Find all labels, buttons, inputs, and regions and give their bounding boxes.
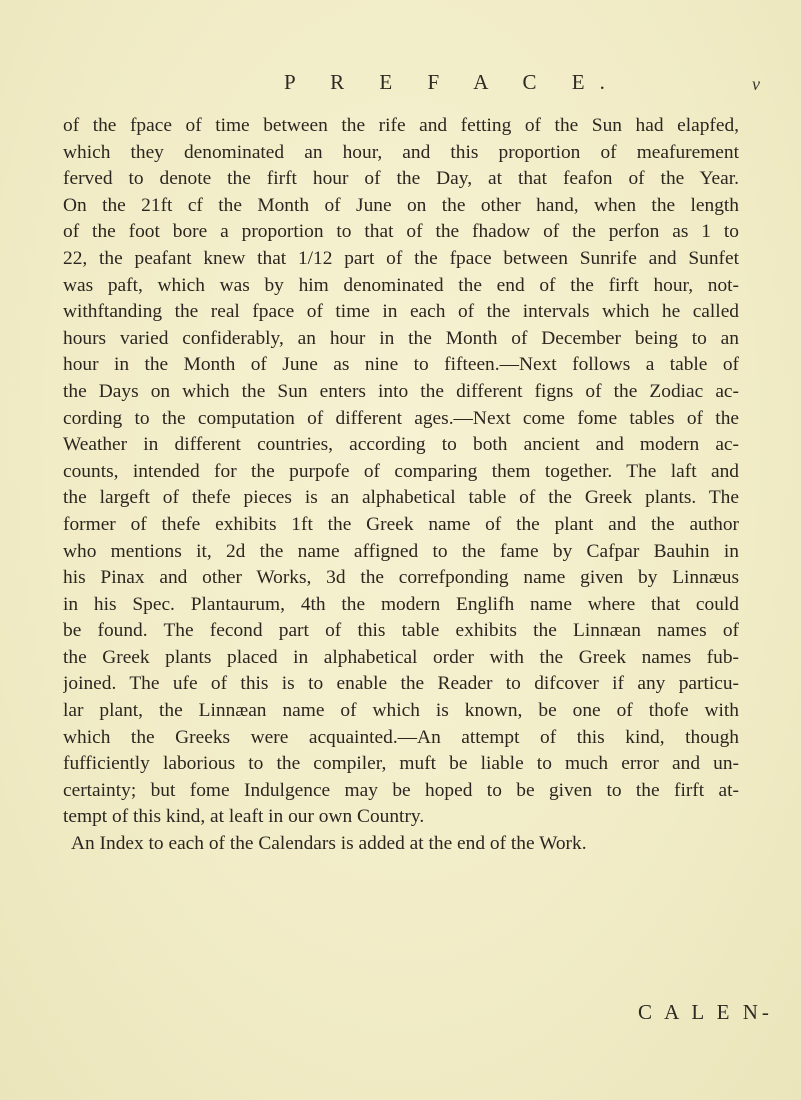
text-line: joined. The ufe of this is to enable the Reader to difcover if any particu- bbox=[63, 673, 739, 695]
text-line: lar plant, the Linnæan name of which is known, be one of thofe with bbox=[63, 700, 739, 722]
text-line: the Days on which the Sun enters into the different figns of the Zodiac ac- bbox=[63, 380, 739, 402]
text-line: former of thefe exhibits 1ft the Greek name of the plant and the author bbox=[63, 513, 739, 535]
text-line: be found. The fecond part of this table exhibits the Linnæan names of bbox=[63, 620, 739, 642]
text-line: the largeft of thefe pieces is an alphabetical table of the Greek plants. The bbox=[63, 487, 739, 509]
text-line: fufficiently laborious to the compiler, muft be liable to much error and un- bbox=[63, 753, 739, 775]
text-line: counts, intended for the purpofe of comparing them together. The laft and bbox=[63, 460, 739, 482]
text-line: tempt of this kind, at leaft in our own Country. bbox=[63, 806, 425, 828]
text-line: withftanding the real fpace of time in each of the intervals which he called bbox=[63, 301, 739, 323]
text-line: On the 21ft cf the Month of June on the other hand, when the length bbox=[63, 194, 739, 216]
running-head bbox=[0, 70, 801, 100]
text-line: who mentions it, 2d the name affigned to the fame by Cafpar Bauhin in bbox=[63, 540, 739, 562]
running-title: P R E F A C E. bbox=[284, 70, 620, 94]
text-line: cording to the computation of different ages.—Next come fome tables of the bbox=[63, 407, 739, 429]
text-line: of the foot bore a proportion to that of the fhadow of the perfon as 1 to bbox=[63, 221, 739, 243]
text-line: was paft, which was by him denominated the end of the firft hour, not- bbox=[63, 274, 739, 296]
text-line: in his Spec. Plantaurum, 4th the modern Englifh name where that could bbox=[63, 593, 739, 615]
page-number: v bbox=[752, 74, 760, 94]
text-line: certainty; but fome Indulgence may be hoped to be given to the firft at- bbox=[63, 779, 739, 801]
text-line: his Pinax and other Works, 3d the correfponding name given by Linnæus bbox=[63, 567, 739, 589]
text-line: ferved to denote the firft hour of the Day, at that feafon of the Year. bbox=[63, 168, 739, 190]
text-line: of the fpace of time between the rife and fetting of the Sun had elapfed, bbox=[63, 115, 739, 136]
text-line: hours varied confiderably, an hour in the Month of December being to an bbox=[63, 327, 739, 349]
text-line: which the Greeks were acquainted.—An attempt of this kind, though bbox=[63, 726, 739, 748]
text-line: the Greek plants placed in alphabetical order with the Greek names fub- bbox=[63, 646, 739, 668]
text-line: hour in the Month of June as nine to fifteen.—Next follows a table of bbox=[63, 354, 739, 376]
text-line: Weather in different countries, according to both ancient and modern ac- bbox=[63, 434, 739, 456]
text-line: which they denominated an hour, and this proportion of meafurement bbox=[63, 141, 739, 163]
preface-body-text bbox=[63, 113, 739, 858]
catchword: C A L E N- bbox=[638, 1000, 773, 1024]
text-line: An Index to each of the Calendars is added at the end of the Work. bbox=[71, 833, 587, 855]
text-line: 22, the peafant knew that 1/12 part of the fpace between Sunrife and Sunfet bbox=[63, 247, 739, 269]
